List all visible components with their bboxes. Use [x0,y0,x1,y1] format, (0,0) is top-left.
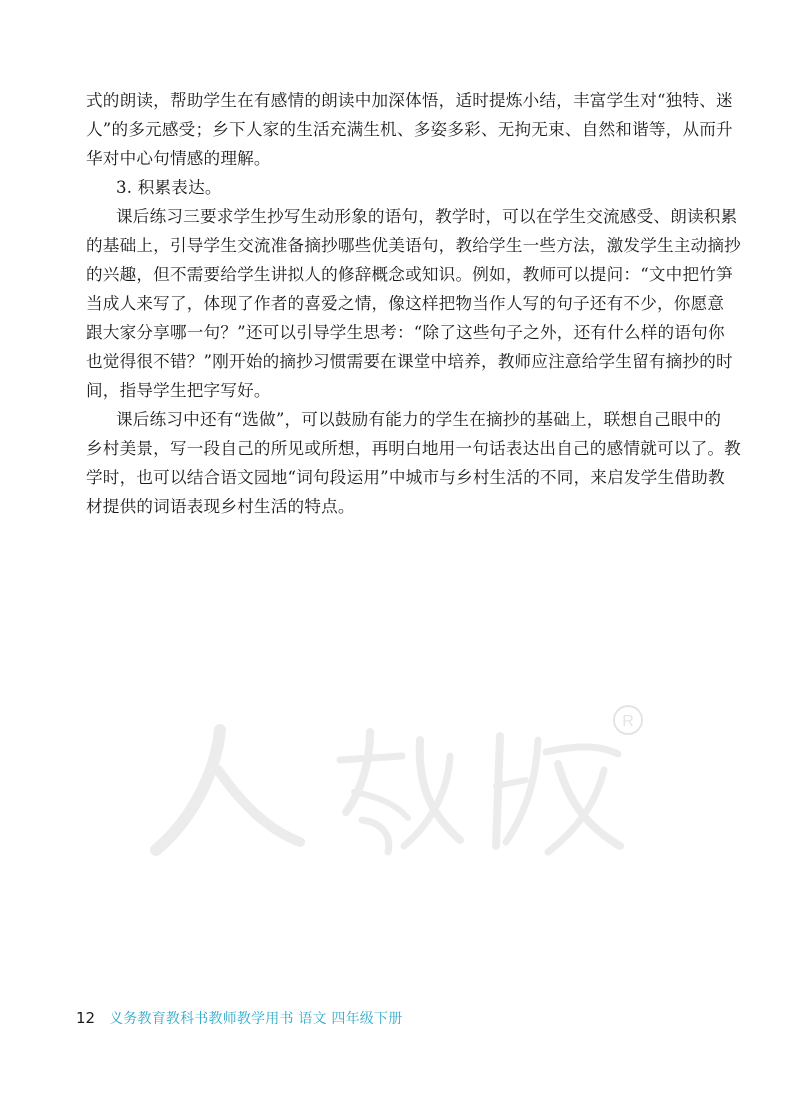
paragraph-line: 材提供的词语表现乡村生活的特点。 [86,497,355,516]
paragraph-line: 间，指导学生把字写好。 [86,381,271,400]
paragraph-line: 华对中心句情感的理解。 [86,149,271,168]
paragraph-line: 式的朗读，帮助学生在有感情的朗读中加深体悟，适时提炼小结，丰富学生对“独特、迷 [86,91,733,110]
publisher-watermark-logo [150,700,650,860]
section-heading: 3. 积累表达。 [116,178,222,197]
paragraph-line: 也觉得很不错？”刚开始的摘抄习惯需要在课堂中培养，教师应注意给学生留有摘抄的时 [86,352,733,371]
paragraph-line: 的兴趣，但不需要给学生讲拟人的修辞概念或知识。例如，教师可以提问：“文中把竹笋 [86,265,733,284]
paragraph-line: 当成人来写了，体现了作者的喜爱之情，像这样把物当作人写的句子还有不少，你愿意 [86,294,725,313]
paragraph-line: 的基础上，引导学生交流准备摘抄哪些优美语句，教给学生一些方法，激发学生主动摘抄 [86,236,741,255]
svg-text:R: R [622,713,634,730]
paragraph-line: 学时，也可以结合语文园地“词句段运用”中城市与乡村生活的不同，来启发学生借助教 [86,468,725,487]
paragraph-line: 跟大家分享哪一句？”还可以引导学生思考：“除了这些句子之外，还有什么样的语句你 [86,323,725,342]
page-body [86,86,741,521]
paragraph-line: 人”的多元感受；乡下人家的生活充满生机、多姿多彩、无拘无束、自然和谐等，从而升 [86,120,733,139]
book-title: 义务教育教科书教师教学用书 语文 四年级下册 [109,1011,403,1027]
paragraph-line: 课后练习中还有“选做”，可以鼓励有能力的学生在摘抄的基础上，联想自己眼中的 [116,410,722,429]
page-footer [76,1008,402,1032]
paragraph-line: 乡村美景，写一段自己的所见或所想，再明白地用一句话表达出自己的感情就可以了。教 [86,439,741,458]
page-number: 12 [76,1009,96,1027]
paragraph-line: 课后练习三要求学生抄写生动形象的语句，教学时，可以在学生交流感受、朗读积累 [116,207,738,226]
